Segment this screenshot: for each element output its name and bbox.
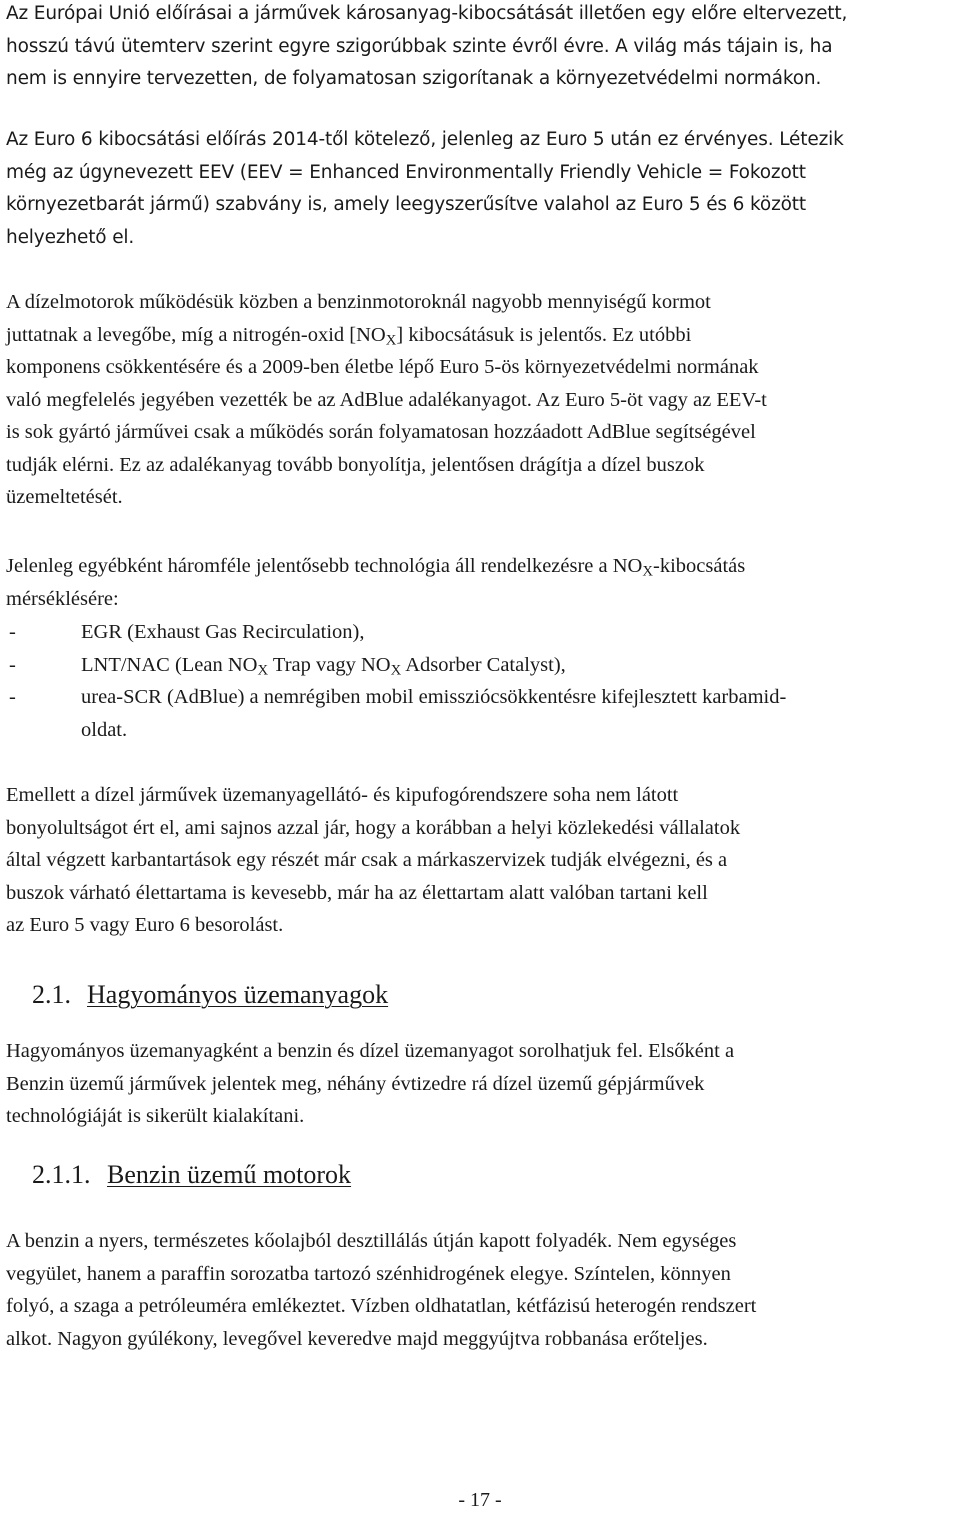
- subscript: X: [642, 563, 654, 580]
- list-item: [6, 616, 956, 649]
- paragraph-euro6: [6, 124, 956, 254]
- section-number: 2.1.1.: [32, 1160, 91, 1189]
- text-line: üzemeltetését.: [6, 486, 123, 508]
- section-title: Hagyományos üzemanyagok: [87, 980, 389, 1009]
- text-line: alkot. Nagyon gyúlékony, levegővel keveredve majd meggyújtva robbanása erőteljes.: [6, 1327, 708, 1350]
- technology-list: [6, 616, 956, 746]
- text-line: [6, 319, 956, 352]
- subscript: X: [390, 662, 402, 679]
- text-line: mérséklésére:: [6, 587, 119, 610]
- paragraph-maintenance: [6, 779, 956, 942]
- paragraph-eu-regulations: [6, 0, 956, 96]
- text-line: A benzin a nyers, természetes kőolajból desztillálás útján kapott folyadék. Nem egységes: [6, 1230, 737, 1252]
- text-line: még az úgynevezett EEV (EEV = Enhanced Environmentally Friendly Vehicle = Fokozott: [6, 161, 806, 183]
- text-line: hosszú távú ütemterv szerint egyre szigorúbbak szinte évről évre. A világ más tájain is, ha: [6, 35, 833, 57]
- list-dash: -: [9, 653, 16, 676]
- section-number: 2.1.: [32, 980, 71, 1009]
- text-line: nem is ennyire tervezetten, de folyamatosan szigorítanak a környezetvédelmi normákon.: [6, 68, 822, 89]
- text-span: juttatnak a levegőbe, míg a nitrogén-oxid [NO: [6, 323, 386, 346]
- subsection-heading: [32, 1158, 351, 1192]
- text-line: Az Euro 6 kibocsátási előírás 2014-től kötelező, jelenleg az Euro 5 után ez érvényes. Létezik: [6, 129, 844, 150]
- paragraph-traditional-fuels: [6, 1035, 956, 1133]
- text-span: Jelenleg egyébként háromféle jelentősebb technológia áll rendelkezésre a NO: [6, 555, 643, 577]
- text-line: vegyület, hanem a paraffin sorozatba tartozó szénhidrogének elegye. Színtelen, könnyen: [6, 1262, 731, 1285]
- list-dash: -: [9, 686, 16, 708]
- text-line: technológiáját is sikerült kialakítani.: [6, 1105, 305, 1127]
- text-line: Hagyományos üzemanyagként a benzin és dízel üzemanyagot sorolhatjuk fel. Elsőként a: [6, 1040, 735, 1062]
- text-span: -kibocsátás: [653, 555, 746, 577]
- list-item-text: Adsorber Catalyst),: [401, 653, 566, 676]
- section-heading: [32, 978, 388, 1012]
- text-line: helyezhető el.: [6, 226, 135, 248]
- page-number: - 17 -: [458, 1489, 502, 1511]
- text-line: Az Európai Unió előírásai a járművek károsanyag-kibocsátását illetően egy előre eltervezett,: [6, 3, 848, 24]
- list-dash: -: [9, 621, 16, 643]
- text-line: is sok gyártó járművei csak a működés során folyamatosan hozzáadott AdBlue segítségével: [6, 421, 756, 443]
- text-line: folyó, a szaga a petróleuméra emlékeztet. Vízben oldhatatlan, kétfázisú heterogén rendszert: [6, 1295, 757, 1317]
- list-item: [6, 649, 956, 682]
- section-title: Benzin üzemű motorok: [107, 1160, 352, 1189]
- text-line: komponens csökkentésére és a 2009-ben életbe lépő Euro 5-ös környezetvédelmi normának: [6, 356, 759, 378]
- paragraph-technologies: [6, 550, 956, 615]
- subscript: X: [385, 332, 397, 349]
- text-line: környezetbarát jármű) szabvány is, amely leegyszerűsítve valahol az Euro 5 és 6 között: [6, 194, 807, 215]
- text-span: ] kibocsátásuk is jelentős. Ez utóbbi: [396, 323, 692, 346]
- list-item-text: LNT/NAC (Lean NO: [81, 653, 258, 676]
- text-line: A dízelmotorok működésük közben a benzinmotoroknál nagyobb mennyiségű kormot: [6, 291, 711, 313]
- text-line: tudják elérni. Ez az adalékanyag tovább bonyolítja, jelentősen drágítja a dízel buszok: [6, 453, 705, 476]
- text-line: buszok várható élettartama is kevesebb, már ha az élettartam alatt valóban tartani kell: [6, 881, 708, 904]
- list-item-text: EGR (Exhaust Gas Recirculation),: [81, 621, 365, 643]
- list-item-text: Trap vagy NO: [268, 653, 391, 676]
- text-line: bonyolultságot ért el, ami sajnos azzal jár, hogy a korábban a helyi közlekedési vállalatok: [6, 816, 741, 839]
- text-line: való megfelelés jegyében vezették be az AdBlue adalékanyagot. Az Euro 5-öt vagy az EEV-t: [6, 388, 767, 411]
- text-line: által végzett karbantartások egy részét már csak a márkaszervizek tudják elvégezni, és a: [6, 849, 728, 871]
- text-line: Emellett a dízel járművek üzemanyagellátó- és kipufogórendszere soha nem látott: [6, 784, 679, 806]
- paragraph-gasoline: [6, 1225, 956, 1355]
- paragraph-diesel-emissions: [6, 286, 956, 514]
- list-item: [6, 681, 956, 746]
- subscript: X: [257, 662, 269, 679]
- text-line: Benzin üzemű járművek jelentek meg, néhány évtizedre rá dízel üzemű gépjárművek: [6, 1072, 705, 1095]
- list-item-text: urea-SCR (AdBlue) a nemrégiben mobil emissziócsökkentésre kifejlesztett karbamid-: [81, 686, 787, 708]
- text-line: az Euro 5 vagy Euro 6 besorolást.: [6, 914, 284, 936]
- list-item-text: oldat.: [81, 718, 128, 741]
- text-line: [6, 550, 956, 583]
